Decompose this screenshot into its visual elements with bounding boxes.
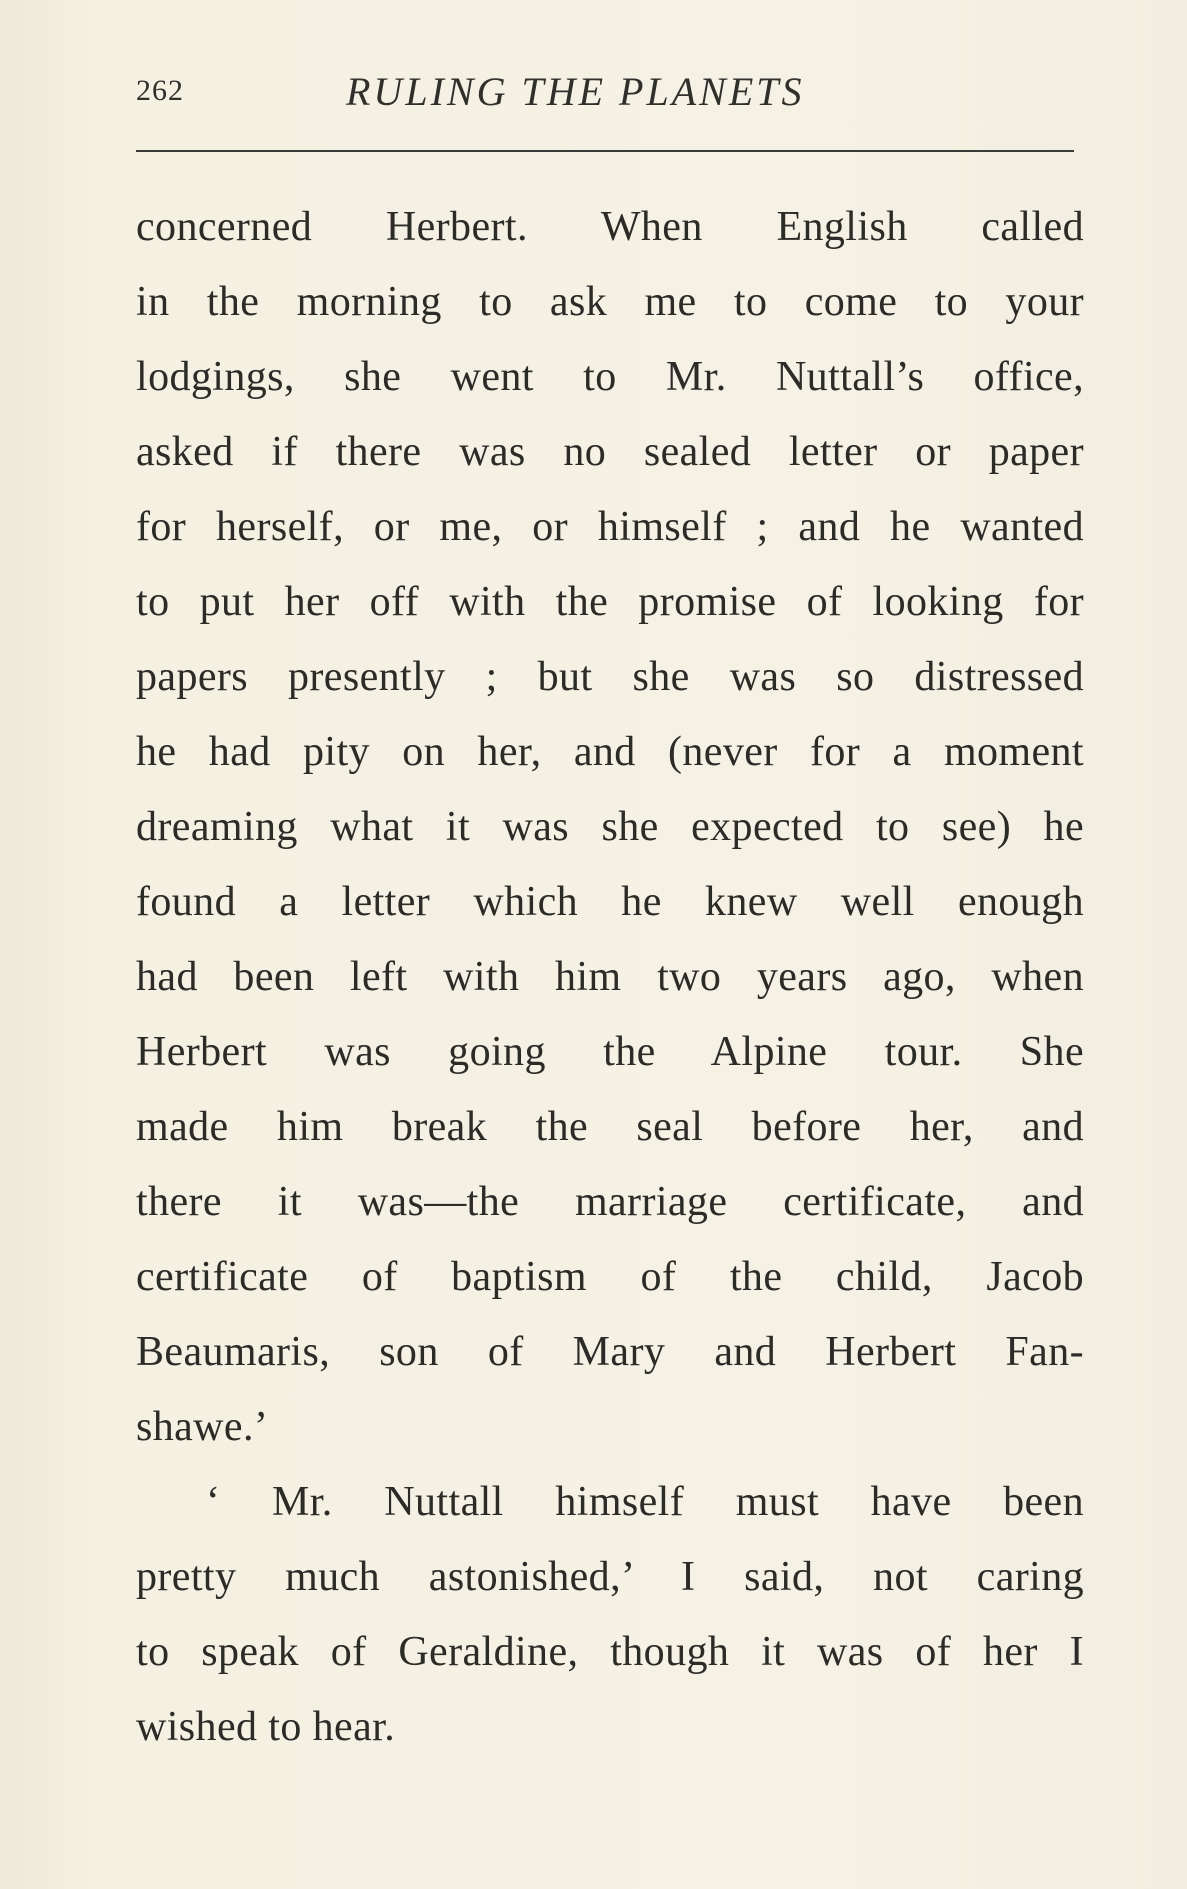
page-number: 262 (136, 74, 184, 107)
running-head (136, 69, 1076, 124)
text-line: wished to hear. (136, 1704, 396, 1750)
text-line: to put her off with the promise of looking for (136, 579, 1084, 625)
text-line: pretty much astonished,’ I said, not caring (136, 1554, 1084, 1600)
running-title: RULING THE PLANETS (346, 69, 805, 114)
text-line: asked if there was no sealed letter or paper (136, 429, 1084, 475)
header-rule (136, 150, 1074, 152)
text-line: he had pity on her, and (never for a moment (136, 729, 1084, 775)
body-text (136, 190, 1084, 1765)
text-line: found a letter which he knew well enough (136, 879, 1084, 925)
text-line: certificate of baptism of the child, Jacob (136, 1254, 1084, 1300)
text-line: ‘ Mr. Nuttall himself must have been (206, 1479, 1084, 1525)
text-line: Beaumaris, son of Mary and Herbert Fan- (136, 1329, 1084, 1375)
text-line: had been left with him two years ago, when (136, 954, 1084, 1000)
text-line: dreaming what it was she expected to see) he (136, 804, 1084, 850)
text-line: made him break the seal before her, and (136, 1104, 1084, 1150)
text-line: papers presently ; but she was so distressed (136, 654, 1084, 700)
text-line: to speak of Geraldine, though it was of her I (136, 1629, 1084, 1675)
text-line: shawe.’ (136, 1404, 269, 1450)
text-line: lodgings, she went to Mr. Nuttall’s office, (136, 354, 1084, 400)
text-line: concerned Herbert. When English called (136, 204, 1084, 250)
text-line: in the morning to ask me to come to your (136, 279, 1084, 325)
text-line: Herbert was going the Alpine tour. She (136, 1029, 1084, 1075)
text-line: for herself, or me, or himself ; and he wanted (136, 504, 1084, 550)
text-line: there it was—the marriage certificate, and (136, 1179, 1084, 1225)
